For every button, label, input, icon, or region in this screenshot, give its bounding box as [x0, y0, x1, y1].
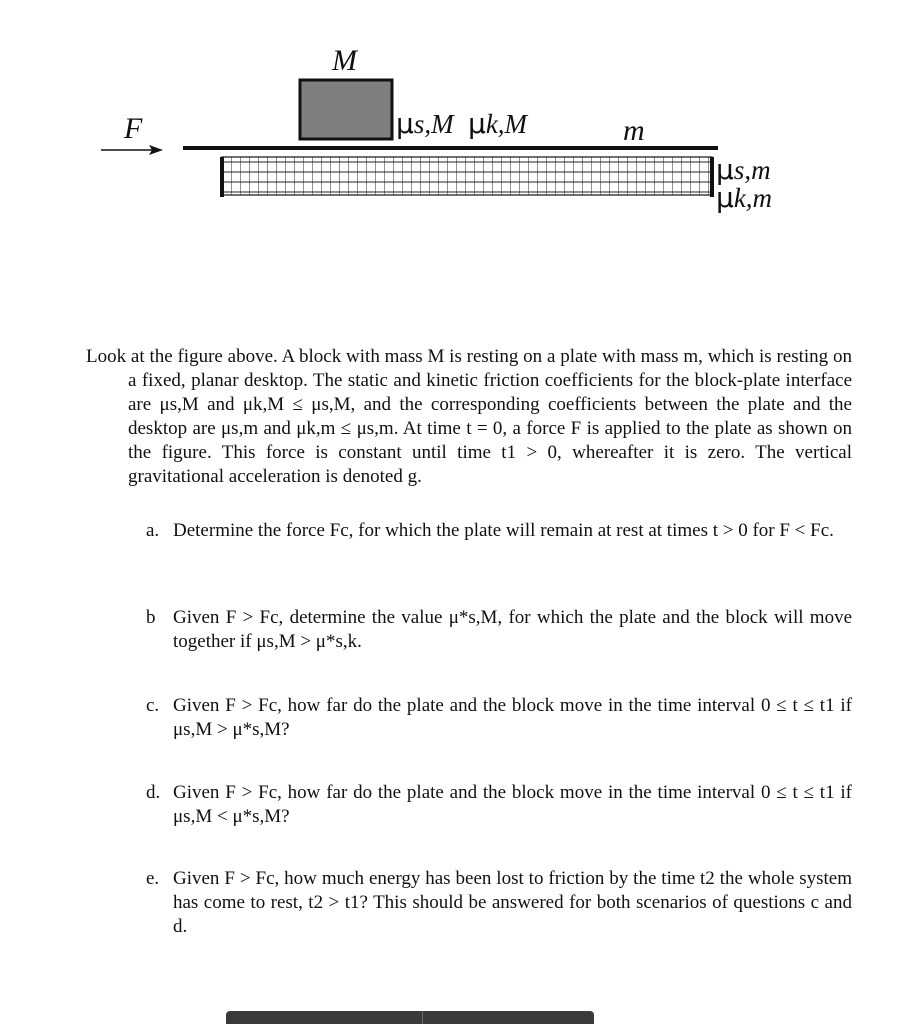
- plate-static-coefficient-label: μs,m: [716, 153, 771, 186]
- plate-hatch: [222, 157, 712, 195]
- question-label: c.: [146, 695, 160, 716]
- question-a: [146, 519, 852, 543]
- question-d: [146, 781, 852, 829]
- question-label: d.: [146, 782, 161, 803]
- problem-statement: [86, 345, 852, 489]
- block-kinetic-coefficient-label: μk,M: [468, 107, 528, 140]
- question-text: Given F > Fc, how far do the plate and the block move in the time interval 0 ≤ t ≤ t1 if μs,M > μ*s,M?: [173, 695, 852, 740]
- physics-figure: [0, 0, 914, 260]
- force-arrow-icon: [101, 145, 163, 155]
- question-c: [146, 694, 852, 742]
- block-mass-M: [300, 80, 392, 139]
- question-label: e.: [146, 868, 160, 889]
- question-text: Given F > Fc, how far do the plate and the block move in the time interval 0 ≤ t ≤ t1 if μs,M < μ*s,M?: [173, 782, 852, 827]
- plate-mass-label: m: [623, 114, 645, 147]
- plate-kinetic-coefficient-label: μk,m: [716, 181, 773, 214]
- block-mass-label: M: [332, 44, 357, 77]
- question-text: Given F > Fc, how much energy has been lost to friction by the time t2 the whole system has come to rest, t2 > t1? This should be answered for both scenarios of questions c and d.: [173, 868, 852, 937]
- question-e: [146, 867, 852, 939]
- question-text: Determine the force Fc, for which the plate will remain at rest at times t > 0 for F < Fc.: [173, 520, 834, 541]
- question-label: b: [146, 607, 156, 628]
- force-label: F: [124, 112, 143, 145]
- question-label: a.: [146, 520, 160, 541]
- question-text: Given F > Fc, determine the value μ*s,M, for which the plate and the block will move together if μs,M > μ*s,k.: [173, 607, 852, 652]
- block-static-coefficient-label: μs,M: [396, 107, 454, 140]
- problem-intro: Look at the figure above. A block with mass M is resting on a plate with mass m, which is resting on a fixed, planar desktop. The static and kinetic friction coefficients for the block-plate interface are μs,M and μk,M ≤ μs,M, and the corresponding coefficients between the plate and the desktop are μs,m and μk,m ≤ μs,m. At time t = 0, a force F is applied to the plate as shown on the figure. This force is constant until time t1 > 0, whereafter it is zero. The vertical gravitational acceleration is denoted g.: [86, 346, 852, 487]
- bottom-toolbar[interactable]: [226, 1011, 594, 1024]
- question-b: [146, 606, 852, 654]
- toolbar-divider: [422, 1011, 423, 1024]
